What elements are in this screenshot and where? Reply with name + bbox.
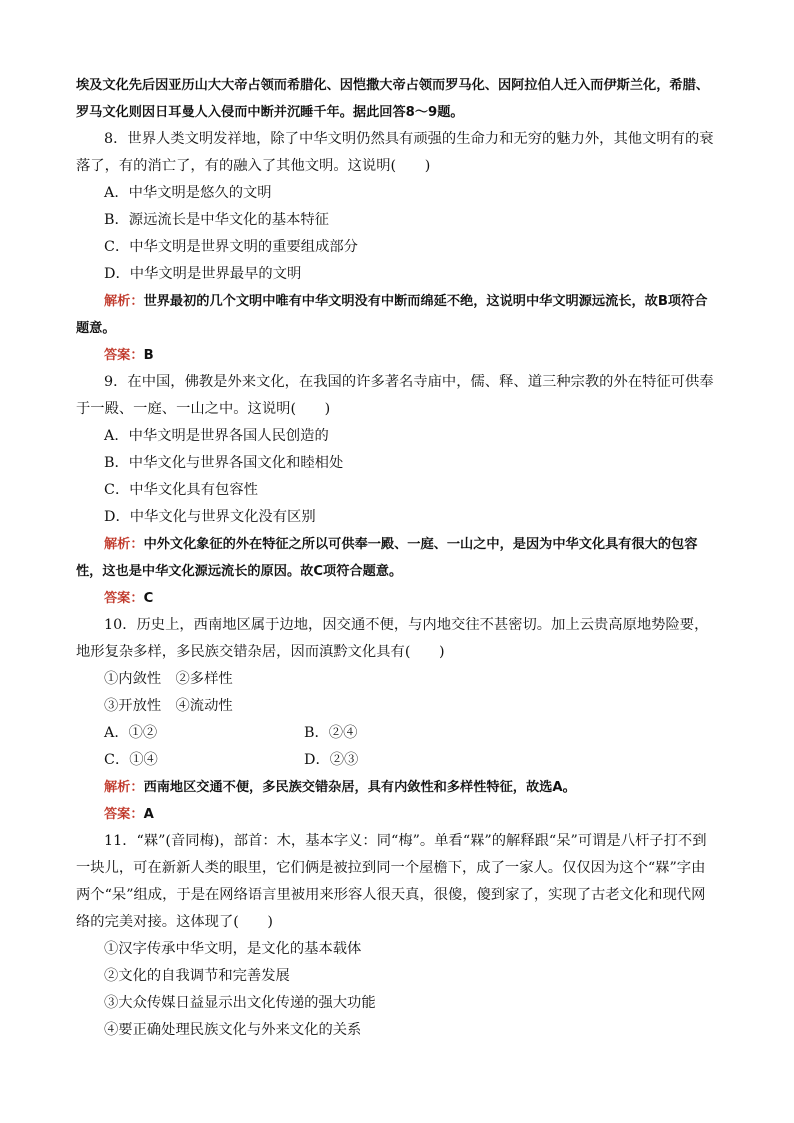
explanation-label: 解析：	[104, 780, 144, 795]
question-9-stem: 9．在中国，佛教是外来文化，在我国的许多著名寺庙中，儒、释、道三种宗教的外在特征可供奉于一殿、一庭、一山之中。这说明( )	[76, 374, 714, 417]
question-10-choice-b: B．②④	[304, 725, 358, 741]
explanation-text: 世界最初的几个文明中唯有中华文明没有中断而绵延不绝，这说明中华文明源远流长，故B项符合题意。	[76, 294, 708, 336]
question-11-item-1: ①汉字传承中华文明，是文化的基本载体	[104, 941, 362, 957]
document-content	[76, 72, 718, 1044]
question-9-option-b: B．中华文化与世界各国文化和睦相处	[104, 455, 344, 471]
question-8-stem: 8．世界人类文明发祥地，除了中华文明仍然具有顽强的生命力和无穷的魅力外，其他文明有的衰落了，有的消亡了，有的融入了其他文明。这说明( )	[76, 131, 714, 174]
answer-value: A	[143, 807, 154, 822]
question-10-choice-c: C．①④	[104, 752, 158, 768]
question-10-choice-a: A．①②	[104, 725, 158, 741]
explanation-text: 中外文化象征的外在特征之所以可供奉一殿、一庭、一山之中，是因为中华文化具有很大的包容性，这也是中华文化源远流长的原因。故C项符合题意。	[76, 537, 698, 579]
question-8-answer	[76, 342, 718, 369]
question-10-explanation	[76, 774, 718, 801]
explanation-label: 解析：	[104, 294, 144, 309]
question-10-choice-row-1	[76, 720, 718, 747]
question-10-stem: 10．历史上，西南地区属于边地，因交通不便，与内地交往不甚密切。加上云贵高原地势险要，地形复杂多样，多民族交错杂居，因而滇黔文化具有( )	[76, 617, 709, 660]
answer-label: 答案：	[104, 591, 144, 606]
question-10-choice-d: D．②③	[304, 752, 359, 768]
question-9-option-a: A．中华文明是世界各国人民创造的	[104, 428, 329, 444]
question-9-option-d: D．中华文化与世界文化没有区别	[104, 509, 316, 525]
question-10-answer	[76, 801, 718, 828]
question-11-item-4: ④要正确处理民族文化与外来文化的关系	[104, 1022, 362, 1038]
question-8-option-c: C．中华文明是世界文明的重要组成部分	[104, 239, 358, 255]
question-10-item-row-2: ③开放性 ④流动性	[104, 698, 233, 714]
question-9-option-c: C．中华文化具有包容性	[104, 482, 258, 498]
explanation-text: 西南地区交通不便，多民族交错杂居，具有内敛性和多样性特征，故选A。	[143, 780, 576, 795]
question-10-item-row-1: ①内敛性 ②多样性	[104, 671, 233, 687]
question-11-item-3: ③大众传媒日益显示出文化传递的强大功能	[104, 995, 376, 1011]
question-11-item-2: ②文化的自我调节和完善发展	[104, 968, 290, 984]
question-8-explanation	[76, 288, 718, 342]
question-8-option-b: B．源远流长是中华文化的基本特征	[104, 212, 329, 228]
question-11-stem: 11．“槑”(音同梅)，部首：木，基本字义：同“梅”。单看“槑”的解释跟“呆”可谓是八杆子打不到一块儿，可在新新人类的眼里，它们俩是被拉到同一个屋檐下，成了一家人。仅仅因为这个“槑”字由两个“呆”组成，于是在网络语言里被用来形容人很天真，很傻，傻到家了，实现了古老文化和现代网络的完美对接。这体现了( )	[76, 833, 707, 930]
answer-label: 答案：	[104, 807, 144, 822]
answer-label: 答案：	[104, 348, 144, 363]
explanation-label: 解析：	[104, 537, 144, 552]
question-9-explanation	[76, 531, 718, 585]
intro-paragraph: 埃及文化先后因亚历山大大帝占领而希腊化、因恺撒大帝占领而罗马化、因阿拉伯人迁入而伊斯兰化，希腊、罗马文化则因日耳曼人入侵而中断并沉睡千年。据此回答8～9题。	[76, 78, 709, 120]
answer-value: B	[143, 348, 154, 363]
question-10-choice-row-2	[76, 747, 718, 774]
answer-value: C	[143, 591, 154, 606]
question-8-option-d: D．中华文明是世界最早的文明	[104, 266, 302, 282]
question-9-answer	[76, 585, 718, 612]
question-8-option-a: A．中华文明是悠久的文明	[104, 185, 272, 201]
